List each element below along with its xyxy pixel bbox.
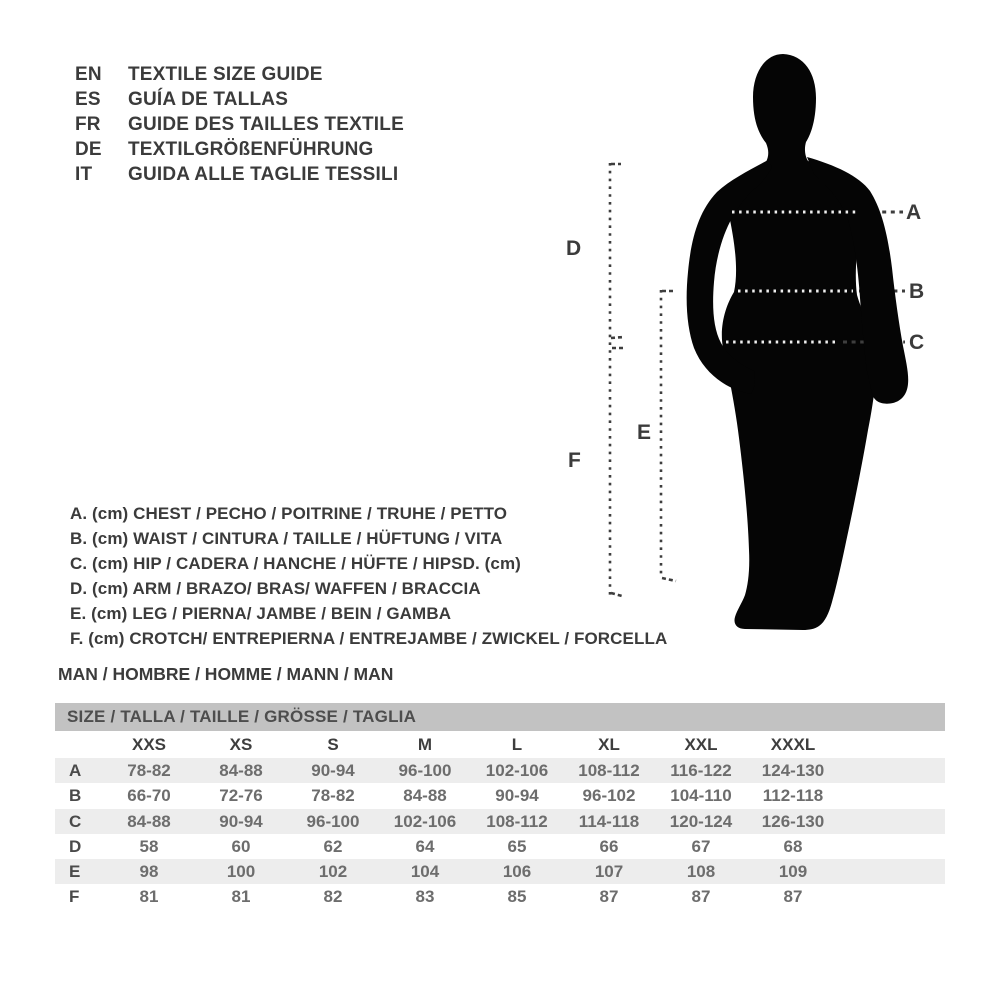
table-row bbox=[55, 834, 945, 859]
language-code: ES bbox=[75, 89, 101, 110]
size-cell: 120-124 bbox=[669, 811, 733, 831]
table-row bbox=[55, 884, 945, 909]
size-cell: 72-76 bbox=[219, 786, 263, 806]
size-cell: 104 bbox=[410, 862, 440, 882]
figure-label-b: B bbox=[909, 280, 925, 303]
size-table bbox=[55, 703, 945, 910]
size-cell: 66 bbox=[599, 836, 619, 856]
size-column-header: M bbox=[417, 735, 433, 754]
size-cell: 108-112 bbox=[578, 761, 640, 780]
figure-label-d: D bbox=[566, 237, 582, 260]
size-column-header: XL bbox=[598, 735, 620, 754]
size-cell: 116-122 bbox=[670, 761, 732, 780]
size-cell: 85 bbox=[507, 887, 527, 907]
guide-title: GUIDA ALLE TAGLIE TESSILI bbox=[128, 164, 399, 185]
size-column-header: S bbox=[327, 735, 339, 754]
size-cell: 102-106 bbox=[393, 811, 457, 831]
size-cell: 126-130 bbox=[761, 811, 825, 831]
tick-mid-d-f bbox=[611, 337, 624, 338]
size-cell: 104-110 bbox=[670, 786, 732, 806]
size-cell: 81 bbox=[139, 887, 159, 907]
figure-label-a: A bbox=[906, 201, 922, 224]
size-cell: 87 bbox=[599, 887, 619, 907]
gender-category-label: MAN / HOMBRE / HOMME / MANN / MAN bbox=[58, 664, 394, 684]
size-cell: 81 bbox=[231, 887, 251, 907]
size-cell: 65 bbox=[507, 836, 527, 856]
size-cell: 107 bbox=[594, 862, 624, 882]
size-cell: 62 bbox=[323, 836, 343, 856]
figure-label-f: F bbox=[568, 449, 581, 472]
size-cell: 100 bbox=[226, 862, 256, 882]
size-cell: 84-88 bbox=[403, 786, 447, 806]
size-cell: 90-94 bbox=[311, 761, 355, 780]
size-cell: 78-82 bbox=[127, 761, 171, 780]
figure-label-e: E bbox=[637, 421, 652, 444]
language-code: EN bbox=[75, 64, 102, 85]
size-cell: 102 bbox=[318, 862, 348, 882]
table-row bbox=[55, 809, 945, 834]
row-label: D bbox=[69, 836, 82, 856]
language-row bbox=[75, 162, 404, 187]
size-column-header-row bbox=[55, 731, 945, 758]
size-cell: 66-70 bbox=[127, 786, 171, 806]
language-row bbox=[75, 137, 404, 162]
language-title-block bbox=[75, 62, 404, 187]
row-label: A bbox=[69, 761, 82, 780]
size-cell: 84-88 bbox=[127, 811, 171, 831]
size-cell: 78-82 bbox=[311, 786, 355, 806]
size-cell: 98 bbox=[139, 862, 159, 882]
size-cell: 112-118 bbox=[762, 786, 824, 806]
measurement-legend-item: D. (cm) ARM / BRAZO/ BRAS/ WAFFEN / BRACCIA bbox=[70, 579, 481, 598]
size-cell: 82 bbox=[323, 887, 343, 907]
table-row bbox=[55, 783, 945, 808]
header-spacer bbox=[55, 731, 103, 758]
language-row bbox=[75, 62, 404, 87]
table-row bbox=[55, 758, 945, 783]
measurement-legend-item: B. (cm) WAIST / CINTURA / TAILLE / HÜFTUNG / VITA bbox=[70, 529, 503, 548]
row-label: E bbox=[69, 862, 81, 882]
size-cell: 106 bbox=[502, 862, 532, 882]
guide-title: TEXTILGRÖßENFÜHRUNG bbox=[128, 139, 374, 160]
row-label: F bbox=[69, 887, 80, 907]
size-cell: 90-94 bbox=[219, 811, 263, 831]
row-label: C bbox=[69, 811, 82, 831]
guide-title: GUIDE DES TAILLES TEXTILE bbox=[128, 114, 404, 135]
size-cell: 68 bbox=[783, 836, 803, 856]
size-cell: 60 bbox=[231, 836, 251, 856]
size-cell: 109 bbox=[778, 862, 808, 882]
measurement-legend-item: A. (cm) CHEST / PECHO / POITRINE / TRUHE / PETTO bbox=[70, 504, 508, 523]
table-row bbox=[55, 859, 945, 884]
size-cell: 58 bbox=[139, 836, 159, 856]
size-cell: 67 bbox=[691, 836, 711, 856]
figure-label-c: C bbox=[909, 331, 925, 354]
size-cell: 90-94 bbox=[495, 786, 539, 806]
language-code: DE bbox=[75, 139, 102, 160]
size-cell: 87 bbox=[691, 887, 711, 907]
measurement-legend bbox=[70, 501, 667, 651]
size-cell: 96-102 bbox=[582, 786, 636, 806]
language-code: FR bbox=[75, 114, 101, 135]
measurement-legend-item: E. (cm) LEG / PIERNA/ JAMBE / BEIN / GAMBA bbox=[70, 604, 452, 623]
size-cell: 83 bbox=[415, 887, 435, 907]
size-cell: 124-130 bbox=[761, 761, 825, 780]
size-cell: 87 bbox=[783, 887, 803, 907]
size-cell: 96-100 bbox=[398, 761, 452, 780]
size-column-header: XXXL bbox=[770, 735, 816, 754]
size-table-header-bar: SIZE / TALLA / TAILLE / GRÖSSE / TAGLIA bbox=[55, 703, 945, 731]
size-column-header: XXL bbox=[684, 735, 718, 754]
size-cell: 102-106 bbox=[485, 761, 549, 780]
measurement-legend-item: F. (cm) CROTCH/ ENTREPIERNA / ENTREJAMBE / ZWICKEL / FORCELLA bbox=[70, 629, 668, 648]
guide-title: TEXTILE SIZE GUIDE bbox=[128, 64, 323, 85]
size-cell: 64 bbox=[415, 836, 435, 856]
size-cell: 84-88 bbox=[219, 761, 263, 780]
size-cell: 114-118 bbox=[578, 811, 640, 831]
language-row bbox=[75, 87, 404, 112]
size-column-header: XXS bbox=[131, 735, 167, 754]
guide-title: GUÍA DE TALLAS bbox=[128, 89, 289, 110]
size-column-header: XS bbox=[229, 735, 253, 754]
language-row bbox=[75, 112, 404, 137]
size-cell: 108 bbox=[686, 862, 716, 882]
language-code: IT bbox=[75, 164, 93, 185]
size-cell: 108-112 bbox=[486, 811, 548, 831]
measurement-legend-item: C. (cm) HIP / CADERA / HANCHE / HÜFTE / HIPSD. (cm) bbox=[70, 554, 521, 573]
size-cell: 96-100 bbox=[306, 811, 360, 831]
row-label: B bbox=[69, 786, 82, 806]
size-column-header: L bbox=[511, 735, 523, 754]
